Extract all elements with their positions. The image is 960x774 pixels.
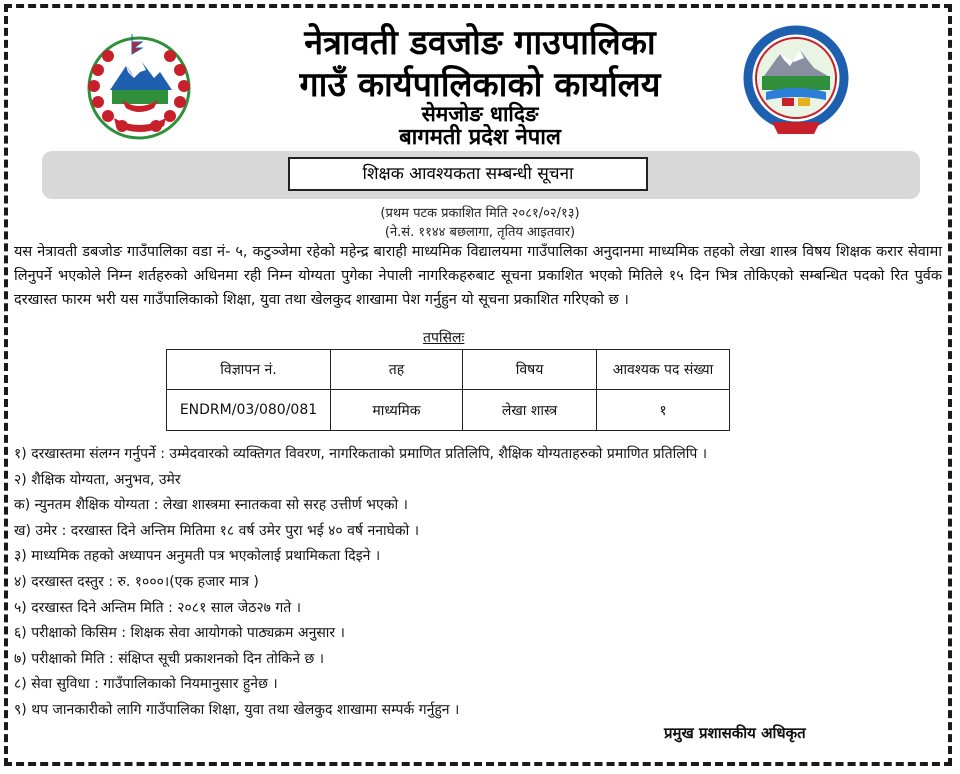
table-header-cell: आवश्यक पद संख्या [597,350,730,390]
vacancy-table [166,349,730,431]
signatory: प्रमुख प्रशासकीय अधिकृत [664,724,806,742]
table-cell: लेखा शास्त्र [463,390,597,431]
table-cell: १ [597,390,730,431]
list-item: ८) सेवा सुविधा : गाउँपालिकाको नियमानुसार हुनेछ । [14,676,278,693]
office-name: गाउँ कार्यपालिकाको कार्यालय [299,65,661,105]
publication-date: (प्रथम पटक प्रकाशित मिति २०८१/०२/१३) [380,206,580,221]
conditions-list [14,442,914,724]
list-item: ७) परीक्षाको मिति : संक्षिप्त सूची प्रकाशनको दिन तोकिने छ । [14,650,325,667]
list-item: १) दरखास्तमा संलग्न गर्नुपर्ने : उम्मेदवारको व्यक्तिगत विवरण, नागरिकताको प्रमाणित प्रतिलिपि, शैक्षिक योग्यताहरुको प्रमाणित प्रतिलिपि । [14,446,708,462]
table-header-cell: तह [331,350,463,390]
table-header-row [167,350,730,390]
notice-title: शिक्षक आवश्यकता सम्बन्धी सूचना [288,157,648,191]
list-item: ख) उमेर : दरखास्त दिने अन्तिम मितिमा १८ वर्ष उमेर पुरा भई ४० वर्ष ननाघेको । [14,522,420,539]
list-item: २) शैक्षिक योग्यता, अनुभव, उमेर [14,471,181,488]
list-item: क) न्युनतम शैक्षिक योग्यता : लेखा शास्त्रमा स्नातकवा सो सरह उत्तीर्ण भएको । [14,497,408,514]
list-item: ६) परीक्षाको किसिम : शिक्षक सेवा आयोगको पाठ्यक्रम अनुसार । [14,625,345,642]
list-item: ५) दरखास्त दिने अन्तिम मिति : २०८१ साल जेठ२७ गते । [14,599,301,616]
list-item: ९) थप जानकारीको लागि गाउँपालिका शिक्षा, युवा तथा खेलकुद शाखामा सम्पर्क गर्नुहुन । [14,701,460,718]
publication-date-nepal-sambat: (ने.सं. ११४४ बछलागा, तृतिय आइतवार) [384,225,576,240]
table-cell: ENDRM/03/080/081 [167,390,331,431]
office-location: सेमजोङ धादिङ [421,102,539,126]
list-item: ४) दरखास्त दस्तुर : रु. १०००।(एक हजार मात्र ) [14,573,259,590]
table-cell: माध्यमिक [331,390,463,431]
table-row [167,390,730,431]
municipality-name: नेत्रावती डवजोङ गाउपालिका [304,23,656,63]
notice-body: यस नेत्रावती डबजोङ गाउँपालिका वडा नं- ५, कटुञ्जेमा रहेको महेन्द्र बाराही माध्यमिक विद्यालयमा गाउँपालिका अनुदानमा माध्यमिक तहको लेखा शास्त्र विषय शिक्षक करार सेवामा लिनुपर्ने भएकोले निम्न शर्तहरुको अधिनमा रही निम्न योग्यता पुगेका नेपाली नागरिकहरुबाट सूचना प्रकाशित भएको मितिले १५ दिन भित्र तोकिएको सम्बन्धित पदको रित पुर्वक दरखास्त फारम भरी यस गाउँपालिकाको शिक्षा, युवा तथा खेलकुद शाखामा पेश गर्नुहुन यो सूचना प्रकाशित गरिएको छ । [14,244,942,309]
table-header-cell: विज्ञापन नं. [167,350,331,390]
list-item: ३) माध्यमिक तहको अध्यापन अनुमती पत्र भएकोलाई प्रथामिकता दिइने । [14,548,381,565]
province-country: बागमती प्रदेश नेपाल [399,125,561,150]
schedule-label: तपसिलः [423,330,465,346]
table-header-cell: विषय [463,350,597,390]
